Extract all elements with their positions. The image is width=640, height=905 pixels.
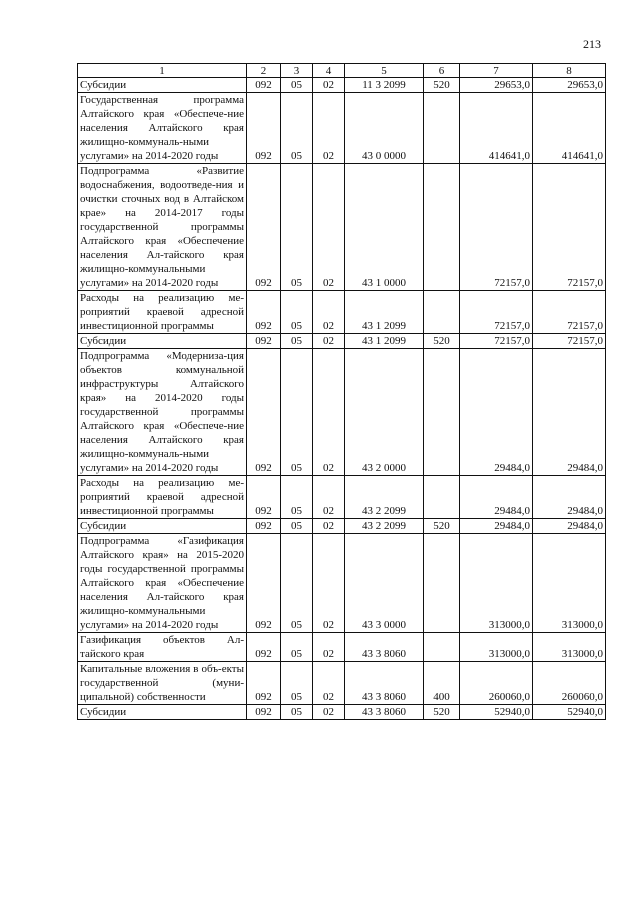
cell-amount: 313000,0 [460,534,533,633]
cell-section: 05 [281,349,313,476]
cell-subsection: 02 [313,519,345,534]
cell-amount: 72157,0 [460,164,533,291]
cell-expense-type: 400 [424,662,460,705]
cell-ministry-code: 092 [247,291,281,334]
cell-amount-total: 72157,0 [533,334,606,349]
cell-amount: 29484,0 [460,519,533,534]
table-row [78,476,606,519]
table-row [78,291,606,334]
table-row [78,78,606,93]
cell-target-article: 43 3 8060 [345,705,424,720]
cell-amount-total: 313000,0 [533,534,606,633]
cell-section: 05 [281,705,313,720]
cell-amount: 260060,0 [460,662,533,705]
cell-amount-total: 72157,0 [533,164,606,291]
cell-subsection: 02 [313,349,345,476]
cell-target-article: 43 2 0000 [345,349,424,476]
column-header: 7 [460,64,533,78]
row-description: Субсидии [78,334,247,349]
row-description: Субсидии [78,705,247,720]
row-description: Субсидии [78,78,247,93]
cell-section: 05 [281,534,313,633]
cell-subsection: 02 [313,534,345,633]
table-row [78,349,606,476]
cell-amount: 29484,0 [460,349,533,476]
cell-expense-type [424,93,460,164]
cell-section: 05 [281,93,313,164]
cell-subsection: 02 [313,662,345,705]
cell-ministry-code: 092 [247,705,281,720]
cell-expense-type: 520 [424,705,460,720]
cell-amount-total: 313000,0 [533,633,606,662]
cell-target-article: 43 3 8060 [345,662,424,705]
cell-ministry-code: 092 [247,334,281,349]
cell-ministry-code: 092 [247,519,281,534]
cell-amount: 29653,0 [460,78,533,93]
row-description: Подпрограмма «Модерниза-ция объектов коммунальной инфраструктуры Алтайского края» на 2014-2020 годы государственной программы Алтайского края «Обеспече-ние населения Алтайского края жилищно-коммуналь-ными услугами» на 2014-2020 годы [78,349,247,476]
cell-amount: 313000,0 [460,633,533,662]
cell-section: 05 [281,334,313,349]
cell-target-article: 43 2 2099 [345,476,424,519]
cell-ministry-code: 092 [247,662,281,705]
row-description: Расходы на реализацию ме-роприятий краевой адресной инвестиционной программы [78,291,247,334]
row-description: Капитальные вложения в объ-екты государственной (муни-ципальной) собственности [78,662,247,705]
cell-expense-type: 520 [424,334,460,349]
cell-target-article: 43 0 0000 [345,93,424,164]
cell-ministry-code: 092 [247,476,281,519]
cell-ministry-code: 092 [247,164,281,291]
table-row [78,164,606,291]
table-row [78,334,606,349]
cell-target-article: 43 1 2099 [345,334,424,349]
column-header: 8 [533,64,606,78]
cell-expense-type [424,291,460,334]
cell-amount-total: 29484,0 [533,349,606,476]
cell-expense-type: 520 [424,78,460,93]
cell-section: 05 [281,519,313,534]
table-row [78,519,606,534]
column-header: 1 [78,64,247,78]
cell-target-article: 43 3 0000 [345,534,424,633]
table-header-row [78,64,606,78]
table-row [78,534,606,633]
row-description: Подпрограмма «Развитие водоснабжения, водоотведе-ния и очистки сточных вод в Алтайском крае» на 2014-2017 годы государственной программы Алтайского края «Обеспечение населения Ал-тайского края жилищно-коммунальными услугами» на 2014-2020 годы [78,164,247,291]
cell-amount: 52940,0 [460,705,533,720]
cell-target-article: 11 3 2099 [345,78,424,93]
cell-amount-total: 52940,0 [533,705,606,720]
cell-target-article: 43 1 0000 [345,164,424,291]
table-row [78,662,606,705]
cell-target-article: 43 3 8060 [345,633,424,662]
cell-expense-type [424,164,460,291]
column-header: 2 [247,64,281,78]
cell-section: 05 [281,633,313,662]
cell-section: 05 [281,78,313,93]
cell-expense-type [424,349,460,476]
cell-expense-type [424,633,460,662]
cell-amount: 72157,0 [460,291,533,334]
cell-target-article: 43 1 2099 [345,291,424,334]
cell-amount-total: 260060,0 [533,662,606,705]
cell-subsection: 02 [313,476,345,519]
cell-section: 05 [281,291,313,334]
cell-ministry-code: 092 [247,349,281,476]
cell-ministry-code: 092 [247,633,281,662]
row-description: Подпрограмма «Газификация Алтайского края» на 2015-2020 годы государственной программы Алтайского края «Обеспечение населения Ал-тайского края жилищно-коммунальными услугами» на 2014-2020 годы [78,534,247,633]
table-row [78,633,606,662]
cell-section: 05 [281,164,313,291]
cell-amount-total: 414641,0 [533,93,606,164]
cell-ministry-code: 092 [247,93,281,164]
cell-amount: 29484,0 [460,476,533,519]
cell-amount: 72157,0 [460,334,533,349]
column-header: 6 [424,64,460,78]
cell-amount: 414641,0 [460,93,533,164]
cell-amount-total: 72157,0 [533,291,606,334]
cell-subsection: 02 [313,78,345,93]
cell-subsection: 02 [313,291,345,334]
cell-section: 05 [281,476,313,519]
cell-expense-type [424,534,460,633]
cell-amount-total: 29484,0 [533,519,606,534]
row-description: Субсидии [78,519,247,534]
table-row [78,705,606,720]
row-description: Расходы на реализацию ме-роприятий краевой адресной инвестиционной программы [78,476,247,519]
column-header: 3 [281,64,313,78]
cell-subsection: 02 [313,633,345,662]
cell-target-article: 43 2 2099 [345,519,424,534]
cell-subsection: 02 [313,705,345,720]
page-number: 213 [583,37,601,51]
cell-expense-type: 520 [424,519,460,534]
cell-amount-total: 29653,0 [533,78,606,93]
cell-subsection: 02 [313,334,345,349]
row-description: Государственная программа Алтайского края «Обеспече-ние населения Алтайского края жилищно-коммуналь-ными услугами» на 2014-2020 годы [78,93,247,164]
column-header: 4 [313,64,345,78]
cell-expense-type [424,476,460,519]
table-row [78,93,606,164]
row-description: Газификация объектов Ал-тайского края [78,633,247,662]
cell-subsection: 02 [313,164,345,291]
cell-section: 05 [281,662,313,705]
cell-amount-total: 29484,0 [533,476,606,519]
column-header: 5 [345,64,424,78]
cell-subsection: 02 [313,93,345,164]
cell-ministry-code: 092 [247,78,281,93]
cell-ministry-code: 092 [247,534,281,633]
budget-table [77,63,606,720]
